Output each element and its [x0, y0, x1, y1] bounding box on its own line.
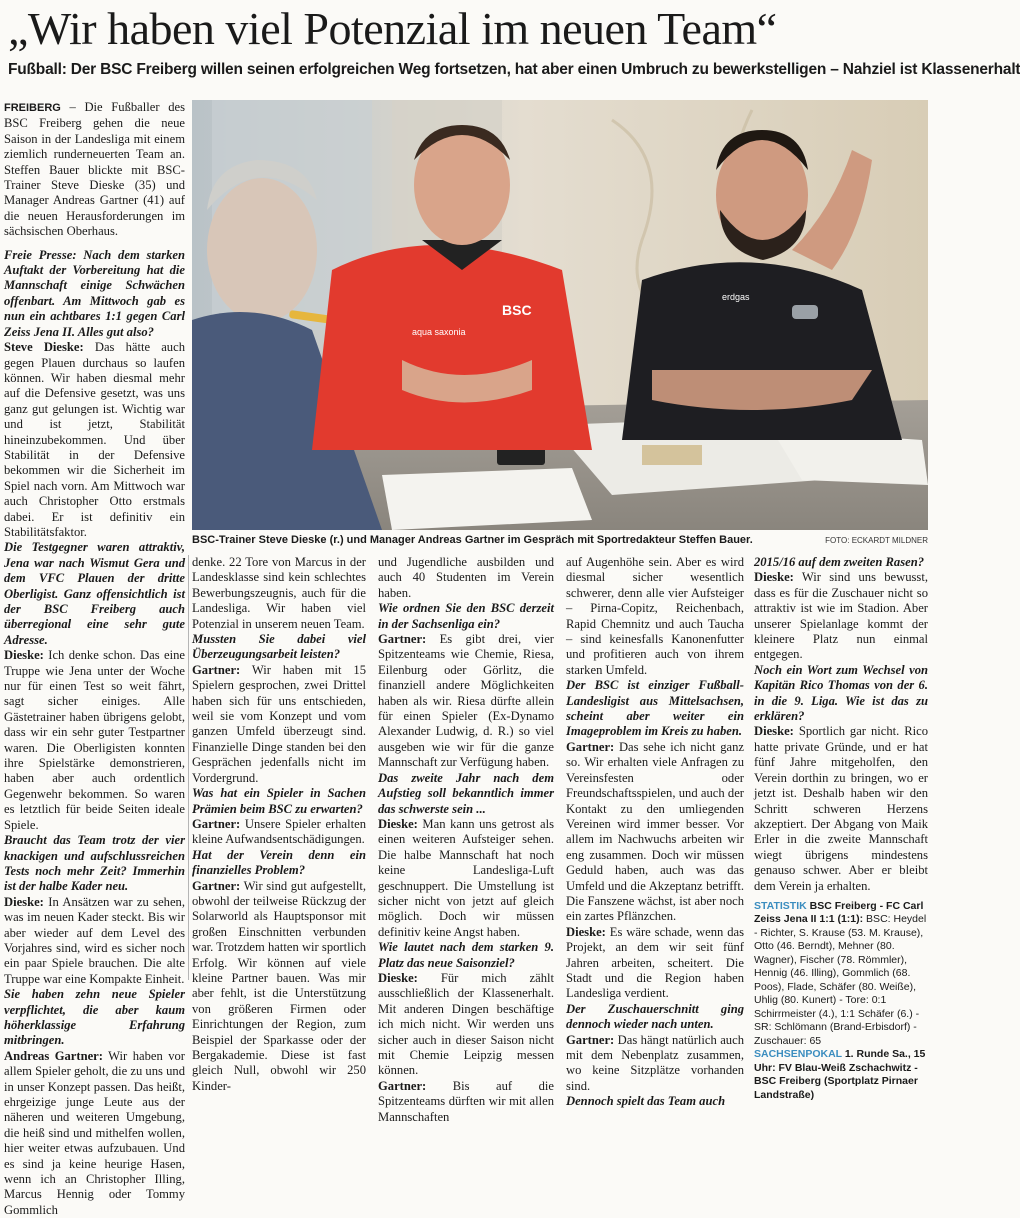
statistics-title: BSC Freiberg - FC Carl Zeiss Jena II 1:1 (1:1):	[754, 899, 924, 926]
speaker-name: Andreas Gartner:	[4, 1048, 103, 1063]
interview-answer	[192, 663, 366, 786]
speaker-name: Gartner:	[566, 739, 615, 754]
intro-text: – Die Fußballer des BSC Freiberg gehen die neue Saison in der Landesliga mit einem ziemlich runderneuerten Team an. Steffen Bauer blickte mit BSC-Trainer Steve Dieske (35) und Manager Andreas Gartner (41) auf die neuen Herausforderungen im sächsischen Oberhaus.	[4, 100, 185, 239]
interview-answer	[378, 555, 554, 601]
interview-answer	[4, 340, 185, 540]
cup-text: 1. Runde Sa., 15 Uhr: FV Blau-Weiß Zschachwitz - BSC Freiberg (Sportplatz Pirnaer Landstraße)	[754, 1048, 926, 1101]
column-5-body	[754, 555, 928, 894]
column-1	[4, 100, 185, 1217]
photo-illustration	[192, 100, 928, 530]
paragraph-text: Bis auf die Spitzenteams dürften wir mit allen Mannschaften	[378, 1078, 554, 1124]
photo-credit: FOTO: ECKARDT MILDNER	[825, 536, 928, 545]
paragraph-text: Hat der Verein denn ein finanzielles Problem?	[192, 847, 366, 878]
paragraph-text: Wir sind gut aufgestellt, obwohl der teilweise Rückzug der Solarworld als Hauptsponsor mit großen Einschnitten verbunden war. Trotzdem hatten wir sportlich Erfolg. Wir können auf viele kleine Partner bauen. Was mir aber fehlt, ist die Unterstützung von größeren Firmen oder Einrichtungen der Region, zum Beispiel der Sparkasse oder der Bergakademie. Diese ist fast gleich Null, obwohl wir 250 Kinder-	[192, 878, 366, 1093]
interview-answer	[192, 879, 366, 1095]
column-2-body	[192, 555, 366, 1094]
paragraph-text: Das hängt natürlich auch mit dem Nebenplatz zusammen, wo keine Sitzplätze vorhanden sind.	[566, 1032, 744, 1093]
shirt-badge-text: BSC	[502, 302, 532, 318]
interview-answer	[566, 740, 744, 925]
speaker-name: Gartner:	[378, 632, 427, 647]
interview-question	[754, 663, 928, 725]
paragraph-text: Sie haben zehn neue Spieler verpflichtet, die aber kaum höherklassige Erfahrung mitbringen.	[4, 987, 185, 1048]
interview-question	[378, 601, 554, 632]
interview-answer	[192, 555, 366, 632]
paragraph-text: Es wäre schade, wenn das Projekt, an dem wir seit fünf Jahren arbeiten, scheitert. Die Stadt und die Region haben Landesliga verdient.	[566, 924, 744, 1001]
paragraph-text: Sportlich gar nicht. Rico hatte private Gründe, und er hat fünf Jahre mitgeholfen, den Verein dorthin zu bringen, wo er jetzt ist. Deshalb haben wir den Schritt schweren Herzens akzeptiert. Der Abgang von Maik Erler in die zweite Mannschaft wiegt übrigens mindestens genauso schwer. Aber er bleibt dem Verein ja erhalten.	[754, 724, 928, 893]
interview-answer	[566, 1033, 744, 1095]
paragraph-text: Was hat ein Spieler in Sachen Prämien beim BSC zu erwarten?	[192, 786, 366, 816]
column-divider	[188, 555, 189, 980]
paragraph-text: Das sehe ich nicht ganz so. Wir erhalten viele Anfragen zu Vereinsfesten oder Freundschaftsspielen, und auch der Kontakt zu den umliegenden Vereinen wird immer besser. Vor allem im Nachwuchs arbeiten wir eng zusammen. Doch wir müssen Geduld haben, auch was das Umfeld und die Akzeptanz betrifft. Die Fanszene wächst, ist aber noch ein zartes Pflänzchen.	[566, 739, 744, 924]
paragraph-text: Wir haben vor allem Spieler geholt, die zu uns und in unser Konzept passen. Das heißt, ehrgeizige junge Leute aus der näheren und weiteren Umgebung, die heiß sind und mithelfen wollen, hier weiter etwas aufzubauen. Und es sind ja keine heurige Hasen, wenn ich an Christopher Illing, Marcus Hennig oder Tommy Gommlich	[4, 1048, 185, 1217]
statistics-label: STATISTIK	[754, 899, 807, 912]
interview-photo	[192, 100, 928, 530]
speaker-name: Gartner:	[192, 816, 241, 831]
paragraph-text: Unsere Spieler erhalten kleine Aufwandsentschädigungen.	[192, 816, 366, 847]
interview-question	[378, 940, 554, 971]
paragraph-text: Wir sind uns bewusst, dass es für die Zuschauer nicht so attraktiv ist wie im Stadion. Aber unserer Spielanlage kommt der kleinere Platz nun einmal entgegen.	[754, 570, 928, 662]
speaker-name: Dieske:	[754, 724, 794, 739]
speaker-name: Dieske:	[378, 816, 418, 831]
paragraph-text: Wir haben mit 15 Spielern gesprochen, zwei Drittel haben sich für uns entschieden, weil sie vom Konzept und vom ganzen Umfeld überzeugt sind. Finanzielle Dinge standen bei den Gesprächen jedenfalls nicht im Vordergrund.	[192, 662, 366, 785]
paragraph-text: Mussten Sie dabei viel Überzeugungsarbeit leisten?	[192, 632, 366, 662]
paragraph-text: Der Zuschauerschnitt ging dennoch wieder nach unten.	[566, 1001, 744, 1032]
photo-caption	[192, 533, 928, 547]
interview-answer	[378, 817, 554, 940]
interview-answer	[378, 632, 554, 771]
interview-answer	[378, 971, 554, 1079]
paragraph-text: und Jugendliche ausbilden und auch 40 Studenten im Verein haben.	[378, 555, 554, 600]
interview-answer	[754, 724, 928, 893]
dateline: FREIBERG	[4, 102, 61, 114]
interview-answer	[566, 925, 744, 1002]
speaker-name: Dieske:	[378, 970, 418, 985]
column-4-body	[566, 555, 744, 1110]
shirt-sponsor-text: aqua saxonia	[412, 327, 466, 337]
speaker-name: Dieske:	[754, 570, 794, 585]
speaker-name: Gartner:	[192, 878, 241, 893]
speaker-name: Gartner:	[566, 1032, 615, 1047]
speaker-name: Dieske:	[4, 648, 44, 663]
interview-answer	[754, 570, 928, 662]
paragraph-text: Dennoch spielt das Team auch	[566, 1094, 726, 1109]
paragraph-text: Ich denke schon. Das eine Truppe wie Jena unter der Woche nur für einen Test so weit fährt, sagt sicher einiges. Alle Gästetrainer haben übrigens gelobt, dass wir ein sehr guter Testpartner waren. Die Oberligisten konnten ihre Spielstärke demonstrieren, haben aber auch ordentlich Gegenwehr bekommen. So waren es letztlich für beide Seiten ideale Spiele.	[4, 648, 185, 832]
interview-question	[566, 678, 744, 740]
paragraph-text: Noch ein Wort zum Wechsel von Kapitän Rico Thomas von der 6. in die 9. Liga. Wie ist das zu erklären?	[754, 662, 928, 724]
interview-question	[566, 1002, 744, 1033]
interview-answer	[4, 895, 185, 987]
interview-answer	[378, 1079, 554, 1125]
headline: „Wir haben viel Potenzial im neuen Team“	[8, 3, 777, 54]
interview-answer	[566, 555, 744, 678]
paragraph-text: 2015/16 auf dem zweiten Rasen?	[754, 555, 925, 569]
shirt-sponsor-text-2: erdgas	[722, 292, 750, 302]
speaker-name: Dieske:	[4, 894, 44, 909]
caption-text: BSC-Trainer Steve Dieske (r.) und Manager Andreas Gartner im Gespräch mit Sportredakteur Steffen Bauer.	[192, 534, 753, 546]
interview-question	[4, 540, 185, 648]
interview-question	[378, 771, 554, 817]
paragraph-text: Nach dem starken Auftakt der Vorbereitung hat die Mannschaft einige Schwächen offenbart. Am Mittwoch gab es nun ein achtbares 1:1 gegen Carl Zeiss Jena II. Alles gut also?	[4, 247, 185, 339]
interview-question	[754, 555, 928, 570]
paragraph-text: In Ansätzen war zu sehen, was im neuen Kader steckt. Bis wir aber wieder auf dem Level des Vorjahres sind, wird es sicher noch ein paar Spiele brauchen. Die alte Truppe war eine Kompakte Einheit.	[4, 894, 185, 986]
column-3-body	[378, 555, 554, 1125]
paragraph-text: Das hätte auch gegen Plauen durchaus so laufen können. Wir haben diesmal mehr auf die Defensive gesetzt, was uns ganz gut gelungen ist. Wichtig war und ist jetzt, Stabilität hineinzubekommen. Und über Stabilität in der Defensive bekommen wir die Sicherheit im Spiel nach vorn. Am Mittwoch war auch Christopher Otto erstmals dabei. Er ist definitiv ein Stabilitätsfaktor.	[4, 340, 185, 539]
paragraph-text: Das zweite Jahr nach dem Aufstieg soll bekanntlich immer das schwerste sein ...	[378, 770, 554, 816]
cup-box	[754, 1048, 928, 1102]
interview-question	[4, 987, 185, 1049]
paragraph-text: auf Augenhöhe sein. Aber es wird diesmal sicher wesentlich schwerer, denn alle vier Aufsteiger – Pirna-Copitz, Reichenbach, Rapid Chemnitz und auch Taucha – sind keinesfalls Kanonenfutter und profitieren auch von ihrem starken Umfeld.	[566, 555, 744, 677]
intro-paragraph	[4, 100, 185, 240]
statistics-text: BSC: Heydel - Richter, S. Krause (53. M. Krause), Otto (46. Berndt), Mehner (80. Wagner), Fischer (78. Römmler), Hennig (46. Illing), Gommlich (68. Poos), Flade, Schäfer (80. Weiße), Uhlig (80. Kunert) - Tore: 0:1 Schirrmeister (4.), 1:1 Schäfer (6.) - SR: Schlömann (Brand-Erbisdorf) - Zuschauer: 65	[754, 913, 927, 1047]
speaker-name: Steve Dieske:	[4, 340, 84, 355]
column-5	[754, 555, 928, 1101]
interview-question	[192, 786, 366, 817]
paragraph-text: Wie lautet nach dem starken 9. Platz das neue Saisonziel?	[378, 940, 554, 970]
interview-question	[566, 1094, 744, 1109]
column-1-body	[4, 248, 185, 1218]
paragraph-text: denke. 22 Tore von Marcus in der Landesklasse sind kein schlechtes Bewerbungszeugnis, auch für die Landesliga. Wir haben viel Potenzial in unserem neuen Team.	[192, 555, 366, 631]
speaker-name: Freie Presse:	[4, 247, 77, 262]
paragraph-text: Der BSC ist einziger Fußball-Landesligist aus Mittelsachsen, scheint aber weiter ein Imageproblem im Kreis zu haben.	[566, 678, 744, 739]
interview-answer	[4, 1049, 185, 1218]
interview-answer	[192, 817, 366, 848]
column-2	[192, 555, 366, 1093]
paragraph-text: Die Testgegner waren attraktiv, Jena war nach Wismut Gera und dem VFC Plauen der dritte Oberligist. Ganz offensichtlich ist der BSC Freiberg auch überregional eine sehr gute Adresse.	[4, 540, 185, 647]
column-4	[566, 555, 744, 1109]
statistics-box	[754, 900, 928, 1049]
interview-question	[192, 632, 366, 663]
cup-label: SACHSENPOKAL	[754, 1048, 842, 1061]
interview-question	[4, 833, 185, 895]
speaker-name: Dieske:	[566, 924, 606, 939]
interview-question	[4, 248, 185, 340]
paragraph-text: Braucht das Team trotz der vier knackigen und aufschlussreichen Tests noch mehr Zeit? Immerhin ist der halbe Kader neu.	[4, 833, 185, 894]
paragraph-text: Für mich zählt ausschließlich der Klassenerhalt. Mit anderen Dingen beschäftige ich mich nicht. Wir werden uns sicher auch in dieser Saison nicht mit Chemie Leipzig messen können.	[378, 970, 554, 1078]
paragraph-text: Man kann uns getrost als einen weiteren Aufsteiger sehen. Die halbe Mannschaft hat noch keine Landesliga-Luft geschnuppert. Die Umstellung ist sicher nicht von jetzt auf gleich möglich. Doch wir müssen definitiv keine Angst haben.	[378, 816, 554, 939]
interview-question	[192, 848, 366, 879]
paragraph-text: Wie ordnen Sie den BSC derzeit in der Sachsenliga ein?	[378, 601, 554, 631]
paragraph-text: Es gibt drei, vier Spitzenteams wie Chemie, Riesa, Eilenburg oder Görlitz, die finanziell andere Möglichkeiten haben als wir. Riesa dürfte allein für einen Spieler (Ex-Dynamo Alexander Ludwig, d. R.) so viel ausgeben wie wir für die ganze Mannschaft zur Verfügung haben.	[378, 632, 554, 770]
speaker-name: Gartner:	[192, 662, 241, 677]
subheadline: Fußball: Der BSC Freiberg willen seinen erfolgreichen Weg fortsetzen, hat aber einen Umbruch zu bewerkstelligen – Nahziel ist Klassenerhalt	[8, 61, 1020, 78]
speaker-name: Gartner:	[378, 1078, 427, 1093]
column-3	[378, 555, 554, 1124]
interview-answer	[4, 648, 185, 833]
